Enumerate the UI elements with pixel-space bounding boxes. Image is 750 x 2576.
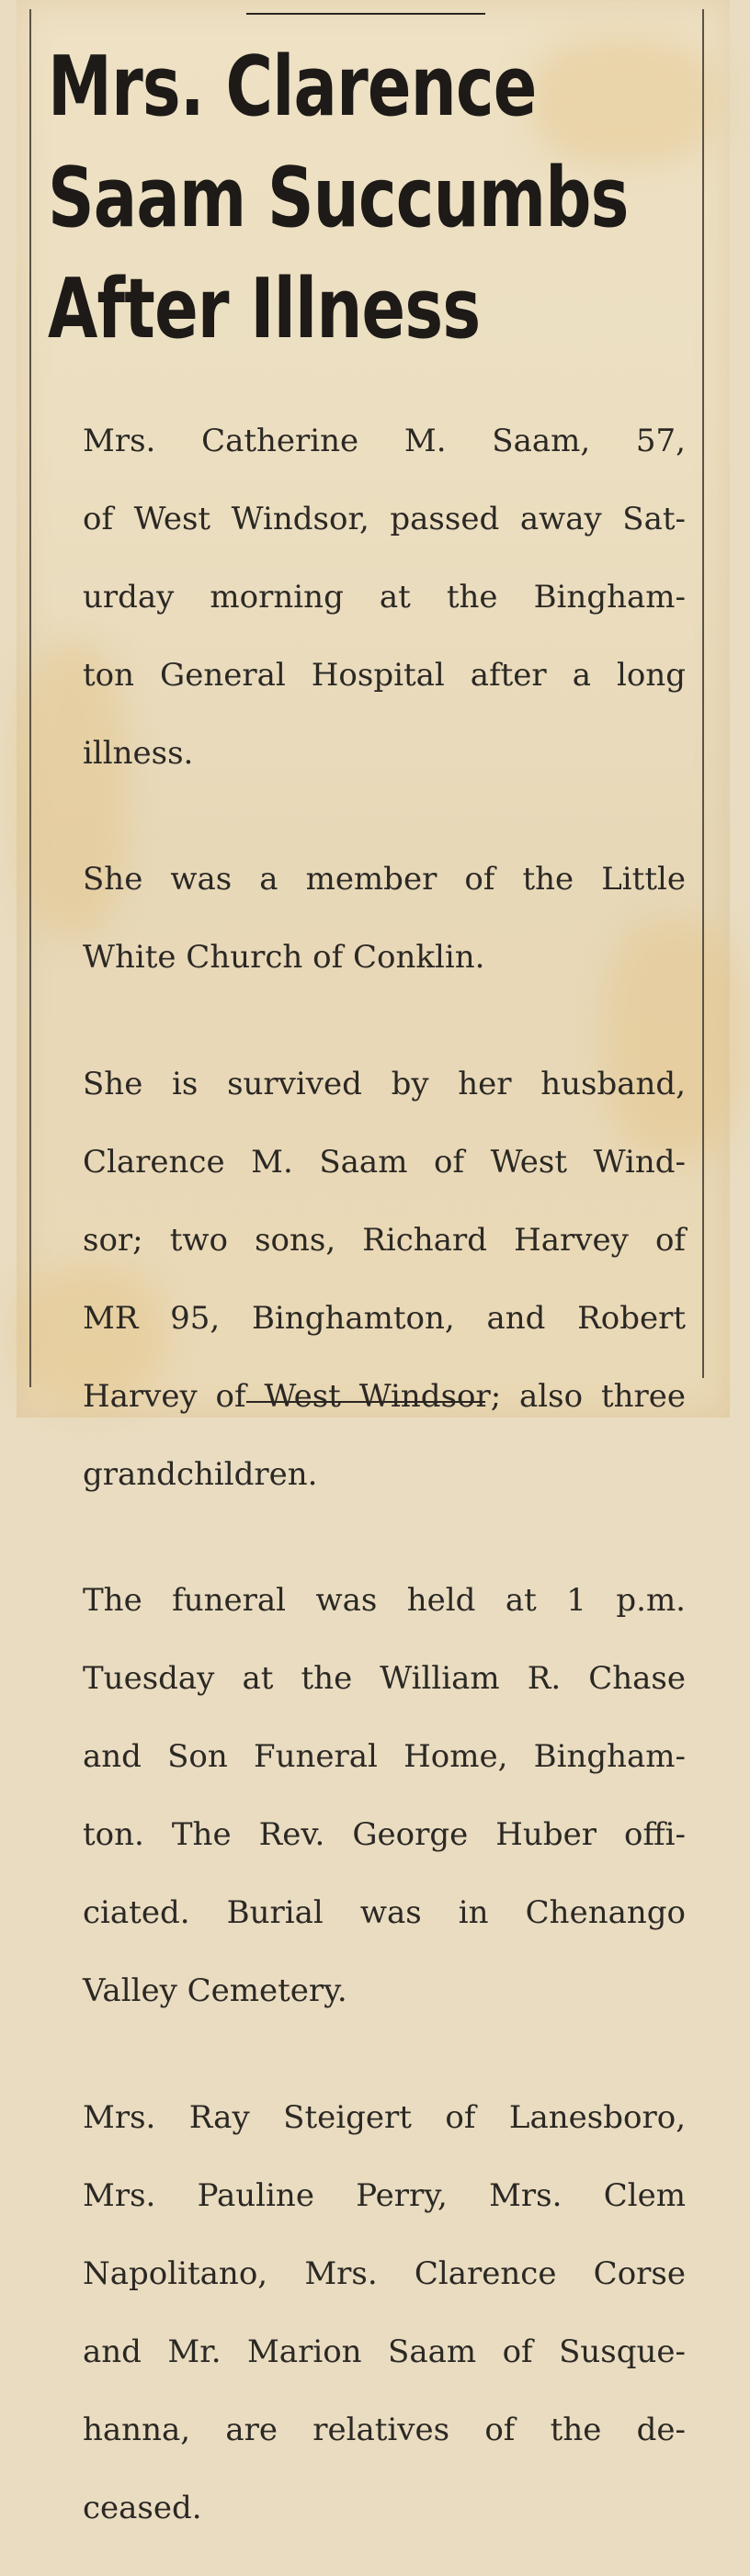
text-line: ton General Hospital after a long xyxy=(83,656,686,694)
text-line: and Son Funeral Home, Bingham- xyxy=(83,1738,686,1775)
text-line: Mrs. Catherine M. Saam, 57, xyxy=(83,422,686,459)
text-line: ton. The Rev. George Huber offi- xyxy=(83,1816,686,1853)
headline-line: Saam Succumbs xyxy=(48,150,629,246)
headline-line: Mrs. Clarence xyxy=(48,39,537,135)
text-line: ciated. Burial was in Chenango xyxy=(83,1894,686,1931)
text-line: She was a member of the Little xyxy=(83,861,686,898)
text-line: hanna, are relatives of the de- xyxy=(83,2411,686,2448)
text-line: White Church of Conklin. xyxy=(83,939,485,976)
paragraph-death-notice xyxy=(48,382,686,812)
headline xyxy=(48,31,629,365)
paper-stain xyxy=(531,37,715,165)
text-line: Mrs. Ray Steigert of Lanesboro, xyxy=(83,2098,686,2136)
headline-line: After Illness xyxy=(48,261,481,357)
paragraph-church xyxy=(48,821,686,1017)
text-line: grandchildren. xyxy=(83,1455,318,1493)
paragraph-funeral xyxy=(48,1542,686,2051)
column-rule-right xyxy=(702,9,704,1378)
text-line: The funeral was held at 1 p.m. xyxy=(83,1582,686,1619)
text-line: sor; two sons, Richard Harvey of xyxy=(83,1221,686,1259)
text-line: Clarence M. Saam of West Wind- xyxy=(83,1143,686,1181)
paragraph-relatives xyxy=(48,2059,686,2567)
text-line: Napolitano, Mrs. Clarence Corse xyxy=(83,2254,686,2292)
top-divider xyxy=(246,13,485,15)
text-line: ceased. xyxy=(83,2489,202,2526)
text-line: MR 95, Binghamton, and Robert xyxy=(83,1299,686,1337)
text-line: Mrs. Pauline Perry, Mrs. Clem xyxy=(83,2176,686,2214)
text-line: Harvey of West Windsor; also three xyxy=(83,1377,686,1415)
column-rule-left xyxy=(29,9,31,1387)
text-line: Valley Cemetery. xyxy=(83,1972,347,2009)
paragraph-survivors xyxy=(48,1025,686,1533)
text-line: illness. xyxy=(83,734,194,772)
article-body xyxy=(48,382,686,2576)
text-line: urday morning at the Bingham- xyxy=(83,578,686,616)
text-line: Tuesday at the William R. Chase xyxy=(83,1660,686,1697)
text-line: She is survived by her husband, xyxy=(83,1065,686,1102)
text-line: of West Windsor, passed away Sat- xyxy=(83,500,686,537)
text-line: and Mr. Marion Saam of Susque- xyxy=(83,2333,686,2370)
